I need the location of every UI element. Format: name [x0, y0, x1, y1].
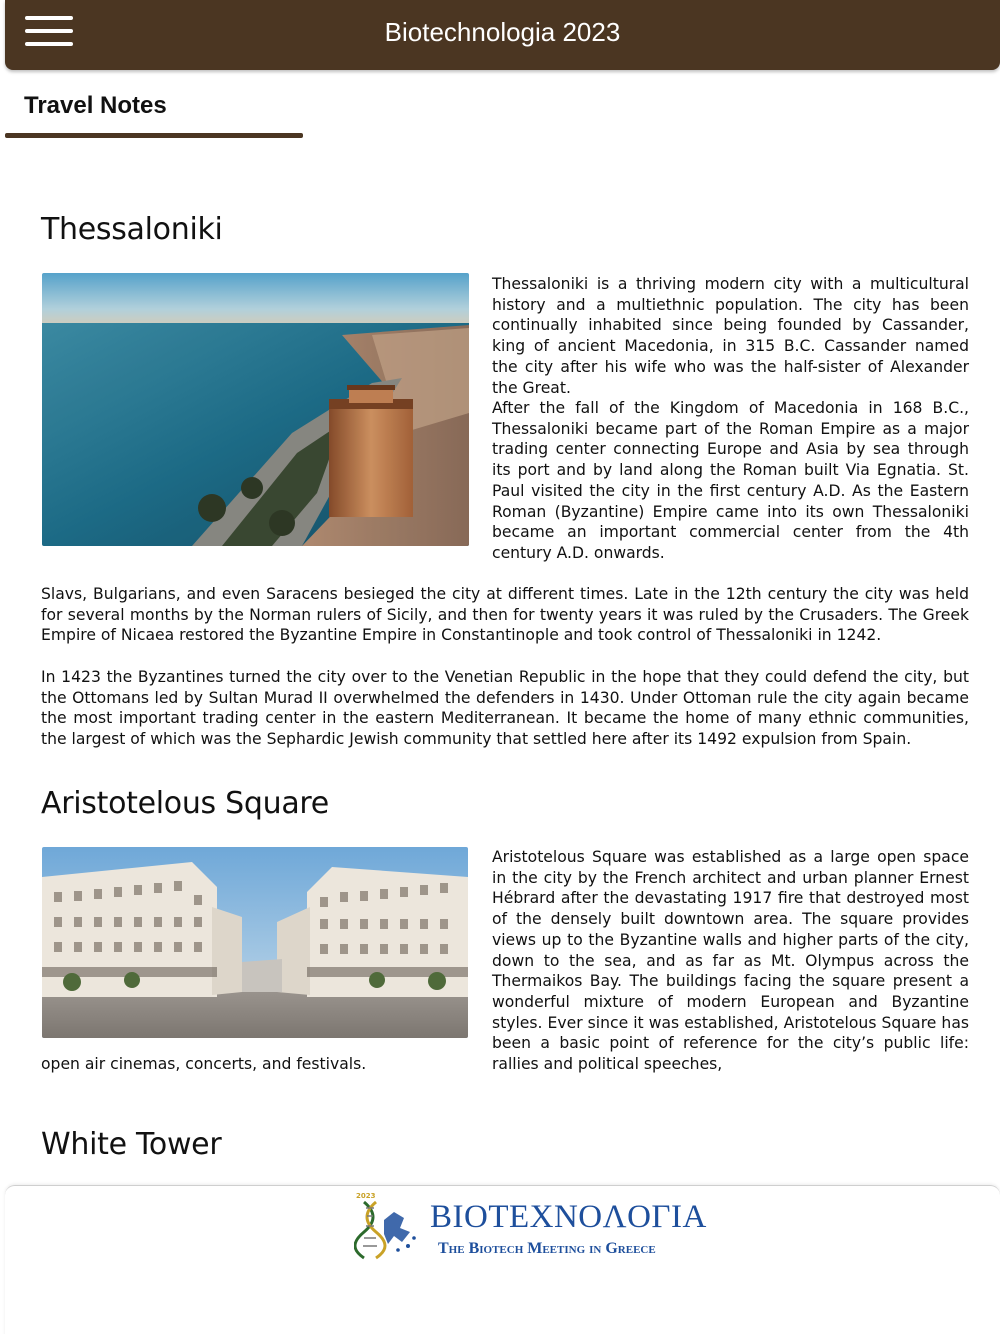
dna-greece-logo-icon: [354, 1198, 424, 1260]
thessaloniki-paragraph-1: Thessaloniki is a thriving modern city with a multicultural history and a multiethnic population. The city has been continually inhabited since being founded by Cassander, king of ancient Macedonia, in 315 B.C. Cassander named the city after his wife who was the half-sister of Alexander the Great.: [492, 275, 969, 397]
section-title-aristotelous-square: Aristotelous Square: [41, 786, 329, 821]
top-app-bar: [5, 0, 1000, 70]
aristotelous-square-paragraph-tail: open air cinemas, concerts, and festivals.: [41, 1055, 367, 1073]
white-tower-image: [42, 273, 469, 546]
logo-subtitle: The Biotech Meeting in Greece: [438, 1240, 656, 1257]
thessaloniki-photo: [42, 273, 469, 546]
app-title: Biotechnologia 2023: [384, 17, 621, 47]
section-title-white-tower: White Tower: [41, 1127, 222, 1162]
thessaloniki-paragraph-3: Slavs, Bulgarians, and even Saracens besieged the city at different times. Late in the 12th century the city was held for several months by the Norman rulers of Sicily, and then for twenty years it was ruled by the Crusaders. The Greek Empire of Nicaea restored the Byzantine Empire in Constantinople and took control of Thessaloniki in 1242.: [41, 585, 969, 645]
aristotelous-square-image: [42, 847, 468, 1038]
thessaloniki-paragraph-4: In 1423 the Byzantines turned the city over to the Venetian Republic in the hope that they could defend the city, but the Ottomans led by Sultan Murad II overwhelmed the defenders in 1430. Under Ottoman rule the city again became the most important trading center in the eastern Mediterranean. It became the home of many ethnic communities, the largest of which was the Sephardic Jewish community that settled here after its 1492 expulsion from Spain.: [41, 668, 969, 749]
logo-year: 2023: [356, 1192, 376, 1200]
aristotelous-square-paragraph: Aristotelous Square was established as a large open space in the city by the French architect and urban planner Ernest Hébrard after the devastating 1917 fire that destroyed most of the densely built downtown area. The square provides views up to the Byzantine walls and higher parts of the city, down to the sea, and as far as Mt. Olympus across the Thermaikos Bay. The buildings facing the square present a wonderful mixture of modern European and Byzantine styles. Ever since it was established, Aristotelous Square has been a basic point of reference for the city’s public life: rallies and political speeches,: [492, 848, 969, 1074]
aristotelous-square-photo: [42, 847, 468, 1038]
section-title-thessaloniki: Thessaloniki: [41, 212, 223, 247]
logo-title: BIOTEXNOΛOΓIA: [430, 1199, 707, 1235]
footer-logo-bar: [5, 1185, 1000, 1334]
thessaloniki-paragraph-2: After the fall of the Kingdom of Macedonia in 168 B.C., Thessaloniki became part of the Roman Empire as a major trading center connecting Europe and Asia by sea through its port and by land along the Roman built Via Egnatia. St. Paul visited the city in the first century A.D. As the Eastern Roman (Byzantine) Empire came into its own Thessaloniki became an important commercial center from the 4th century A.D. onwards.: [492, 399, 969, 562]
biotechnologia-logo[interactable]: [350, 1192, 707, 1264]
page-title: Travel Notes: [24, 92, 167, 119]
tab-underline: [5, 133, 303, 138]
